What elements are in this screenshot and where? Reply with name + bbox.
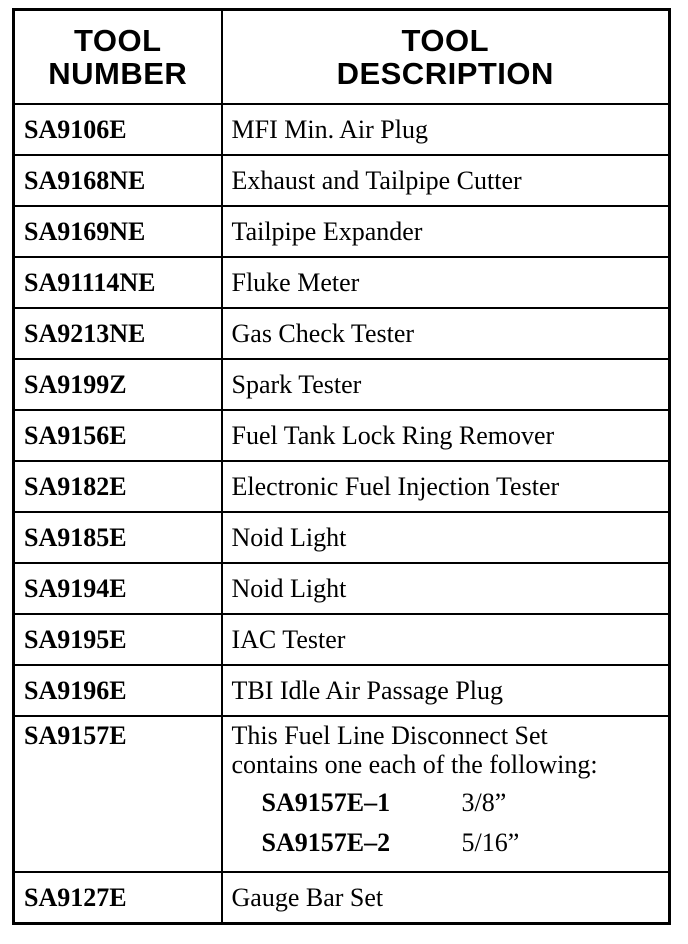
tool-number: SA9195E [14,614,222,665]
table-header-row [14,10,670,105]
tool-number: SA9194E [14,563,222,614]
tool-description: Electronic Fuel Injection Tester [222,461,670,512]
table-row [14,104,670,155]
table-row [14,155,670,206]
set-item-code: SA9157E–2 [261,828,391,857]
tool-number: SA9199Z [14,359,222,410]
tool-number: SA9168NE [14,155,222,206]
tool-table [12,8,671,925]
table-row [14,257,670,308]
set-item-code: SA9157E–1 [261,788,391,817]
table-row [14,665,670,716]
tool-description: Fuel Tank Lock Ring Remover [222,410,670,461]
tool-description: Noid Light [222,563,670,614]
tool-table-container [12,8,668,925]
table-row [14,308,670,359]
header-tool-number: TOOL NUMBER [14,10,222,105]
table-row [14,872,670,924]
tool-number: SA9156E [14,410,222,461]
table-row [14,206,670,257]
table-row [14,614,670,665]
tool-description: Tailpipe Expander [222,206,670,257]
header-tool-description: TOOL DESCRIPTION [222,10,670,105]
table-row [14,563,670,614]
set-description-line: contains one each of the following: [231,750,598,779]
tool-description: Spark Tester [222,359,670,410]
tool-description: IAC Tester [222,614,670,665]
table-row [14,461,670,512]
tool-description: Gauge Bar Set [222,872,670,924]
tool-number: SA9169NE [14,206,222,257]
tool-number: SA9185E [14,512,222,563]
tool-number: SA9127E [14,872,222,924]
tool-description: Fluke Meter [222,257,670,308]
set-description-line: This Fuel Line Disconnect Set [231,721,548,750]
table-row [14,512,670,563]
tool-description: TBI Idle Air Passage Plug [222,665,670,716]
tool-number: SA9106E [14,104,222,155]
tool-description: Gas Check Tester [222,308,670,359]
tool-number: SA9157E [14,716,222,872]
set-item [232,789,669,817]
tool-description: MFI Min. Air Plug [222,104,670,155]
tool-description: Noid Light [222,512,670,563]
tool-description-set [222,716,670,872]
set-item-size: 5/16” [461,828,520,857]
tool-number: SA9213NE [14,308,222,359]
tool-number: SA91114NE [14,257,222,308]
set-item-size: 3/8” [461,788,507,817]
table-row [14,410,670,461]
set-item [232,829,669,857]
table-row-set [14,716,670,872]
tool-number: SA9182E [14,461,222,512]
tool-description: Exhaust and Tailpipe Cutter [222,155,670,206]
table-row [14,359,670,410]
tool-number: SA9196E [14,665,222,716]
